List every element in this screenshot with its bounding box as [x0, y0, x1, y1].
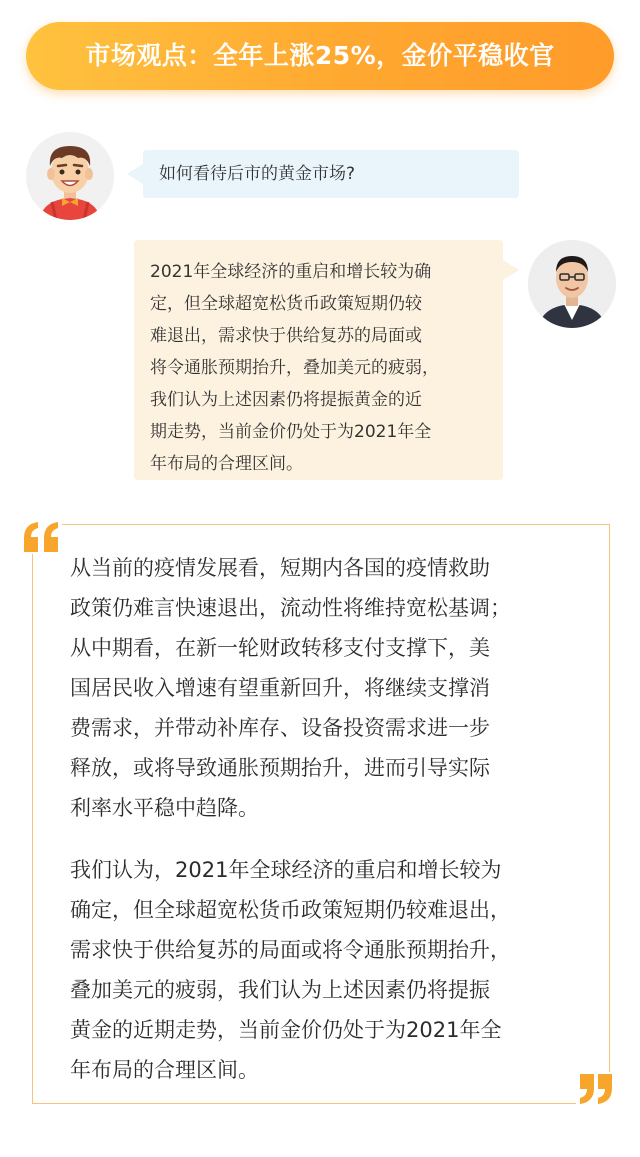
open-quote-icon [22, 520, 62, 554]
quote-line: 利率水平稳中趋降。 [70, 796, 259, 820]
answer-line: 难退出，需求快于供给复苏的局面或 [150, 326, 422, 346]
quote-line: 年布局的合理区间。 [70, 1058, 259, 1082]
answer-bubble [134, 240, 503, 480]
page-title: 市场观点：全年上涨25%，金价平稳收官 [85, 41, 555, 70]
quote-line: 需求快于供给复苏的局面或将令通胀预期抬升， [70, 938, 511, 962]
quote-line: 我们认为，2021年全球经济的重启和增长较为 [70, 858, 502, 882]
quote-line: 释放，或将导致通胀预期抬升，进而引导实际 [70, 756, 490, 780]
quote-line: 费需求，并带动补库存、设备投资需求进一步 [70, 716, 490, 740]
cartoon-man-avatar-icon [26, 132, 114, 220]
analyst-portrait-icon [528, 240, 616, 328]
answer-line: 将令通胀预期抬升，叠加美元的疲弱， [150, 358, 439, 378]
quote-line: 从当前的疫情发展看，短期内各国的疫情救助 [70, 556, 490, 580]
question-text: 如何看待后市的黄金市场? [159, 164, 356, 184]
answer-line: 2021年全球经济的重启和增长较为确 [150, 262, 432, 282]
quote-line: 确定，但全球超宽松货币政策短期仍较难退出， [70, 898, 511, 922]
quote-line: 政策仍难言快速退出，流动性将维持宽松基调； [70, 596, 511, 620]
quote-line: 叠加美元的疲弱，我们认为上述因素仍将提振 [70, 978, 490, 1002]
answer-line: 我们认为上述因素仍将提振黄金的近 [150, 390, 422, 410]
quote-paragraph-1 [70, 548, 590, 828]
answer-line: 定，但全球超宽松货币政策短期仍较 [150, 294, 422, 314]
quote-paragraph-2 [70, 850, 590, 1090]
quote-line: 黄金的近期走势，当前金价仍处于为2021年全 [70, 1018, 502, 1042]
quote-line: 国居民收入增速有望重新回升，将继续支撑消 [70, 676, 490, 700]
question-bubble [143, 150, 519, 198]
answer-line: 年布局的合理区间。 [150, 454, 303, 474]
title-banner [26, 22, 614, 90]
quote-line: 从中期看，在新一轮财政转移支付支撑下，美 [70, 636, 490, 660]
quote-body [70, 548, 590, 1090]
answer-line: 期走势，当前金价仍处于为2021年全 [150, 422, 432, 442]
